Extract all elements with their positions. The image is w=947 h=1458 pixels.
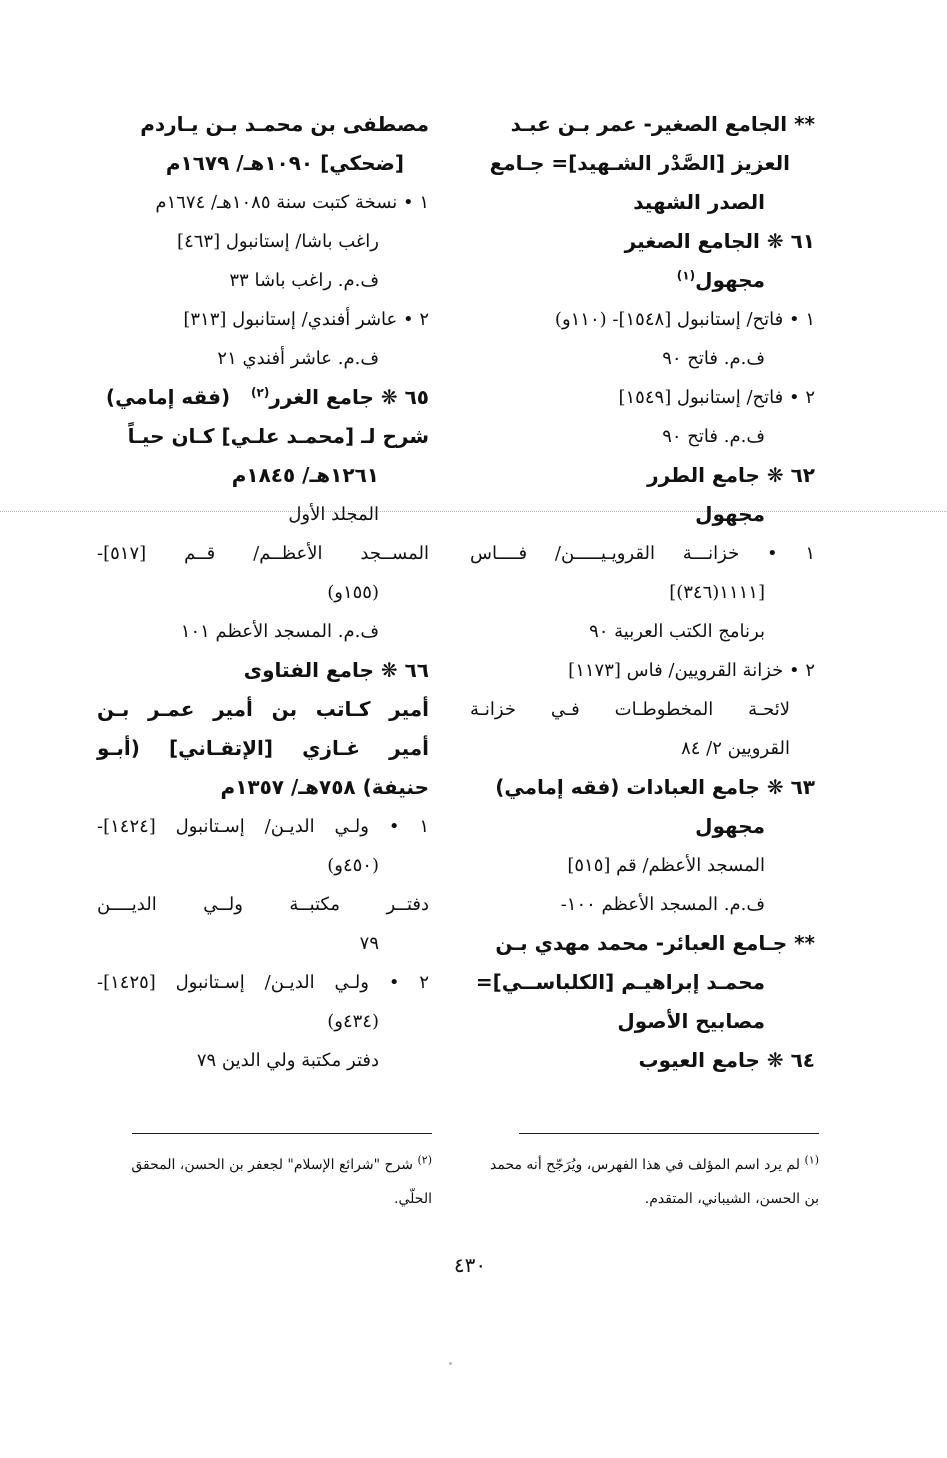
text-line [97, 299, 429, 338]
text-line [470, 221, 815, 260]
line-text: الصدر الشهيد [633, 190, 765, 214]
line-text: ١٢٦١هـ/ ١٨٤٥م [231, 463, 379, 487]
line-text: ف.م. المسجد الأعظم ١٠١ [180, 621, 379, 642]
text-line [470, 299, 815, 338]
scan-speck [449, 1362, 452, 1365]
text-line [97, 377, 429, 416]
text-line [97, 1040, 429, 1079]
line-text: ف.م. المسجد الأعظم ١٠٠- [560, 894, 765, 915]
text-line [470, 845, 815, 884]
text-line [470, 962, 815, 1001]
line-text: مجهول [695, 502, 765, 526]
footnote-ref: (١) [676, 268, 696, 283]
line-text: ف.م. فاتح ٩٠ [662, 426, 765, 447]
page-number: ٤٣٠ [453, 1253, 487, 1277]
line-text: [١١١١(٣٤٦)] [669, 582, 765, 603]
text-line [97, 650, 429, 689]
line-text: ** الجامع الصغير- عمر بـن عبـد [510, 112, 815, 136]
text-line [470, 767, 815, 806]
text-line [97, 806, 429, 845]
text-line [97, 689, 429, 728]
line-text: محمـد إبراهيـم [الكلباســي]= [475, 970, 765, 994]
text-line [97, 143, 429, 182]
line-text: ١ • ولـي الديـن/ إسـتانبول [١٤٢٤]- [97, 816, 429, 837]
text-line [470, 728, 815, 767]
line-text: دفتــر مكتبــة ولــي الديــــن [97, 894, 429, 915]
text-line [97, 728, 429, 767]
footnote-number: (١) [804, 1153, 819, 1167]
line-text: ٢ • خزانة القرويين/ فاس [١١٧٣] [568, 660, 815, 681]
text-line [97, 182, 429, 221]
text-line [470, 338, 815, 377]
right-column [470, 104, 815, 1079]
line-text: ٦٦ ❋ جامع الفتاوى [243, 658, 429, 682]
footnote-left [107, 1148, 432, 1216]
text-line [97, 533, 429, 572]
text-line [470, 923, 815, 962]
footnote-number: (٢) [417, 1153, 432, 1167]
text-line [470, 1040, 815, 1079]
line-text: [ضحكي] ١٠٩٠هـ/ ١٦٧٩م [165, 151, 404, 175]
text-line [470, 689, 815, 728]
line-text: ٢ • ولـي الديـن/ إسـتانبول [١٤٢٥]- [97, 972, 429, 993]
text-line [470, 143, 815, 182]
text-line [97, 884, 429, 923]
text-line [470, 533, 815, 572]
line-tail: (فقه إمامي) [105, 385, 252, 409]
text-line [470, 455, 815, 494]
text-line [470, 611, 815, 650]
line-text: المســجد الأعظــم/ قــم [٥١٧]- [97, 543, 429, 564]
footnote-ref: (٢) [251, 385, 270, 400]
text-line [470, 260, 815, 299]
line-text: شرح لـ [محمـد علـي] كـان حيـاً [127, 424, 429, 448]
line-text: لائحـة المخطوطـات فـي خزانـة [470, 699, 790, 720]
footnote-text: لم يرد اسم المؤلف في هذا الفهرس، ويُرَجّح أنه محمد بن الحسن، الشيباني، المتقدم. [490, 1157, 819, 1207]
text-line [470, 1001, 815, 1040]
line-text: العزيز [الصَّدْر الشـهيد]= جـامع [489, 151, 790, 175]
line-text: ** جـامع العبائر- محمد مهدي بـن [495, 931, 815, 955]
line-text: ١ • نسخة كتبت سنة ١٠٨٥هـ/ ١٦٧٤م [155, 192, 429, 213]
text-line [97, 221, 429, 260]
text-line [97, 416, 429, 455]
footnote-text: شرح "شرائع الإسلام" لجعفر بن الحسن، المحقق الحلّي. [131, 1157, 432, 1207]
line-text: المسجد الأعظم/ قم [٥١٥] [567, 855, 765, 876]
line-text: المجلد الأول [288, 504, 379, 525]
line-text: ٧٩ [359, 933, 379, 954]
line-text: برنامج الكتب العربية ٩٠ [589, 621, 765, 642]
text-line [470, 650, 815, 689]
text-line [97, 260, 429, 299]
line-text: حنيفة) ٧٥٨هـ/ ١٣٥٧م [220, 775, 429, 799]
text-line [97, 572, 429, 611]
footnote-rule-right [519, 1133, 819, 1134]
text-line [470, 104, 815, 143]
text-line [97, 962, 429, 1001]
line-text: ٦٣ ❋ جامع العبادات (فقه إمامي) [495, 775, 815, 799]
line-text: (٤٥٠و) [327, 855, 379, 876]
line-text: أمير كـاتب بن أمير عمـر بـن [97, 697, 429, 721]
text-line [97, 845, 429, 884]
line-text: (١٥٥و) [327, 582, 379, 603]
line-text: ٦٢ ❋ جامع الطرر [647, 463, 815, 487]
line-text: ٦١ ❋ الجامع الصغير [624, 229, 815, 253]
line-text: (٤٣٤و) [327, 1011, 379, 1032]
text-line [97, 1001, 429, 1040]
text-line [97, 338, 429, 377]
text-line [470, 806, 815, 845]
text-line [97, 767, 429, 806]
text-line [97, 611, 429, 650]
line-text: ٦٤ ❋ جامع العيوب [638, 1048, 815, 1072]
line-text: راغب باشا/ إستانبول [٤٦٣] [177, 231, 379, 252]
line-text: ف.م. راغب باشا ٣٣ [229, 270, 379, 291]
text-line [470, 572, 815, 611]
line-text: ف.م. عاشر أفندي ٢١ [217, 348, 379, 369]
line-text: ١ • خزانـــة القرويـيـــــن/ فــــاس [470, 543, 815, 564]
text-line [470, 416, 815, 455]
line-text: مجهول [695, 814, 765, 838]
line-text: أمير غـازي [الإتقـاني] (أبـو [97, 736, 429, 760]
text-line [97, 923, 429, 962]
line-text: مصطفى بن محمـد بـن يـاردم [140, 112, 429, 136]
text-line [470, 884, 815, 923]
line-text: ١ • فاتح/ إستانبول [١٥٤٨]- (١١٠و) [554, 309, 815, 330]
footnote-rule-left [132, 1133, 432, 1134]
line-text: القرويين ٢/ ٨٤ [681, 738, 790, 759]
line-text: ٢ • عاشر أفندي/ إستانبول [٣١٣] [183, 309, 429, 330]
footnote-right [474, 1148, 819, 1216]
text-line [470, 377, 815, 416]
line-text: دفتر مكتبة ولي الدين ٧٩ [196, 1050, 379, 1071]
text-line [97, 104, 429, 143]
line-text: مصابيح الأصول [617, 1009, 765, 1033]
line-text: ٦٥ ❋ جامع الغرر [269, 385, 429, 409]
text-line [470, 182, 815, 221]
text-line [470, 494, 815, 533]
line-text: ف.م. فاتح ٩٠ [662, 348, 765, 369]
text-line [97, 494, 429, 533]
line-text: ٢ • فاتح/ إستانبول [١٥٤٩] [618, 387, 815, 408]
left-column [97, 104, 429, 1079]
line-text: مجهول [695, 268, 765, 292]
text-line [97, 455, 429, 494]
